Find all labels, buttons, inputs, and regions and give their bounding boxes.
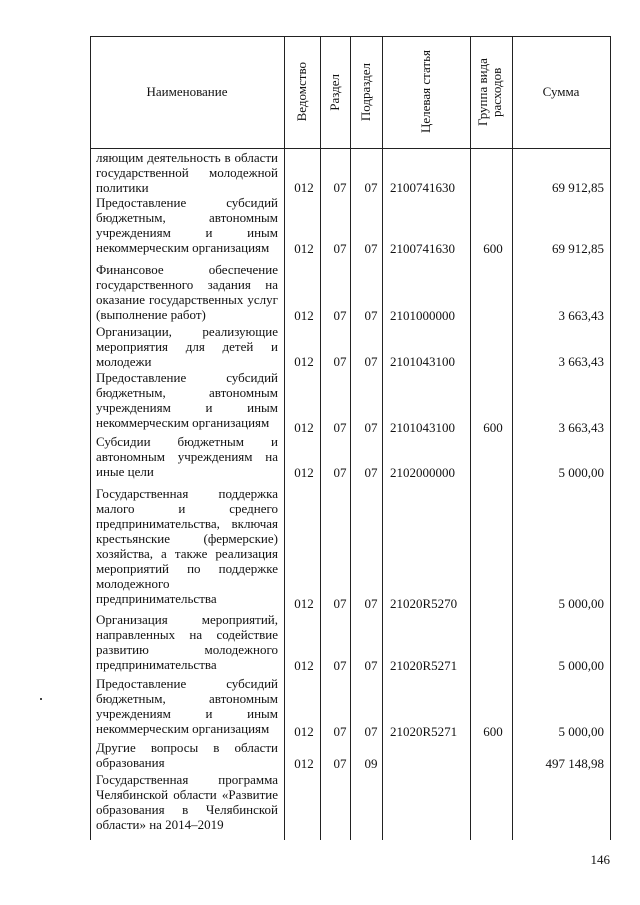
row-podrazdel: 09 [364, 756, 378, 771]
row-summa: 69 912,85 [552, 180, 604, 195]
row-razdel: 07 [333, 465, 347, 480]
page-number: 146 [590, 852, 610, 867]
row-razdel: 07 [333, 308, 347, 323]
row-celevaya: 21020R5271 [390, 724, 458, 739]
row-celevaya: 2101043100 [390, 420, 455, 435]
table-row [90, 740, 610, 770]
row-name: Субсидии бюджетным и автономным учреждениям на иные цели [96, 434, 278, 479]
row-summa: 497 148,98 [545, 756, 604, 771]
row-name: Финансовое обеспечение государственного задания на оказание государственных услуг (выполнение работ) [96, 262, 278, 322]
header-podrazdel-label: Подраздел [358, 62, 373, 122]
row-summa: 5 000,00 [558, 465, 604, 480]
row-podrazdel: 07 [364, 724, 378, 739]
table-row [90, 262, 610, 323]
row-podrazdel: 07 [364, 420, 378, 435]
table-row [90, 612, 610, 673]
table-row [90, 150, 610, 195]
row-podrazdel: 07 [364, 180, 378, 195]
row-podrazdel: 07 [364, 354, 378, 369]
row-gruppa: 600 [483, 724, 503, 739]
table-row [90, 486, 610, 609]
table-row [90, 434, 610, 479]
header-celevaya-label: Целевая статья [418, 50, 433, 134]
row-vedomstvo: 012 [294, 724, 314, 739]
row-name: Государственная поддержка малого и среднего предпринимательства, включая крестьянские (фермерские) хозяйства, а также реализация мероприятий по поддержке молодежного предпринимательства [96, 486, 278, 606]
row-summa: 5 000,00 [558, 658, 604, 673]
header-name [90, 36, 284, 148]
row-name: Предоставление субсидий бюджетным, автономным учреждениям и иным некоммерческим организациям [96, 370, 278, 430]
row-podrazdel: 07 [364, 241, 378, 256]
row-vedomstvo: 012 [294, 180, 314, 195]
row-summa: 69 912,85 [552, 241, 604, 256]
row-razdel: 07 [333, 658, 347, 673]
row-summa: 3 663,43 [558, 308, 604, 323]
table-row [90, 676, 610, 737]
table-row [90, 772, 610, 840]
row-vedomstvo: 012 [294, 241, 314, 256]
header-gruppa [470, 36, 512, 148]
table-row [90, 370, 610, 435]
row-celevaya: 2102000000 [390, 465, 455, 480]
header-razdel-label: Раздел [327, 73, 342, 111]
header-celevaya [382, 36, 470, 148]
row-razdel: 07 [333, 420, 347, 435]
row-celevaya: 21020R5271 [390, 658, 458, 673]
row-razdel: 07 [333, 354, 347, 369]
row-gruppa: 600 [483, 241, 503, 256]
row-celevaya: 21020R5270 [390, 596, 458, 611]
row-vedomstvo: 012 [294, 756, 314, 771]
row-razdel: 07 [333, 180, 347, 195]
row-name: Предоставление субсидий бюджетным, автономным учреждениям и иным некоммерческим организациям [96, 195, 278, 255]
row-podrazdel: 07 [364, 596, 378, 611]
row-name: Организация мероприятий, направленных на содействие развитию молодежного предпринимательства [96, 612, 278, 672]
row-summa: 5 000,00 [558, 724, 604, 739]
row-celevaya: 2101000000 [390, 308, 455, 323]
row-vedomstvo: 012 [294, 465, 314, 480]
col-border-right [610, 36, 611, 840]
row-name: Государственная программа Челябинской области «Развитие образования в Челябинской области» на 2014–2019 [96, 772, 278, 832]
row-podrazdel: 07 [364, 658, 378, 673]
header-vedomstvo [284, 36, 320, 148]
row-vedomstvo: 012 [294, 596, 314, 611]
table-row [90, 195, 610, 256]
table-row [90, 324, 610, 369]
header-podrazdel [350, 36, 382, 148]
row-vedomstvo: 012 [294, 354, 314, 369]
row-gruppa: 600 [483, 420, 503, 435]
row-razdel: 07 [333, 756, 347, 771]
row-name: ляющим деятельность в области государственной молодежной политики [96, 150, 278, 195]
header-vedomstvo-label: Ведомство [294, 62, 309, 122]
row-vedomstvo: 012 [294, 658, 314, 673]
header-summa-label: Сумма [542, 84, 580, 99]
row-name: Предоставление субсидий бюджетным, автономным учреждениям и иным некоммерческим организациям [96, 676, 278, 736]
row-celevaya: 2100741630 [390, 180, 455, 195]
row-summa: 3 663,43 [558, 354, 604, 369]
row-name: Организации, реализующие мероприятия для детей и молодежи [96, 324, 278, 369]
row-podrazdel: 07 [364, 465, 378, 480]
header-summa [512, 36, 610, 148]
row-podrazdel: 07 [364, 308, 378, 323]
row-vedomstvo: 012 [294, 308, 314, 323]
row-name: Другие вопросы в области образования [96, 740, 278, 770]
header-name-label: Наименование [146, 84, 228, 99]
row-razdel: 07 [333, 241, 347, 256]
row-razdel: 07 [333, 596, 347, 611]
row-celevaya: 2101043100 [390, 354, 455, 369]
header-gruppa-label: Группа вида расходов [475, 58, 504, 126]
row-razdel: 07 [333, 724, 347, 739]
row-summa: 5 000,00 [558, 596, 604, 611]
row-summa: 3 663,43 [558, 420, 604, 435]
header-razdel [320, 36, 350, 148]
row-celevaya: 2100741630 [390, 241, 455, 256]
row-vedomstvo: 012 [294, 420, 314, 435]
scan-dot [40, 698, 42, 700]
